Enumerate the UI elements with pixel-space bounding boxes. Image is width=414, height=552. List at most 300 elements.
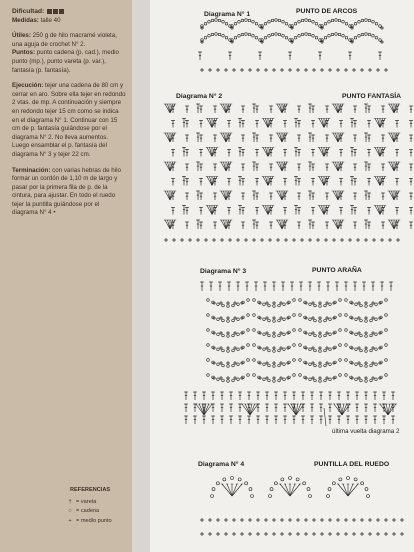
vareta-symbol <box>202 416 206 424</box>
medio-punto-symbol <box>350 316 354 320</box>
medio-punto-symbol <box>256 518 260 522</box>
references-legend <box>64 486 112 526</box>
vareta-symbol <box>364 416 368 424</box>
vareta-symbol <box>367 106 371 113</box>
vareta-symbol <box>256 416 260 424</box>
medio-punto-symbol <box>286 316 290 320</box>
fan-stitch-symbol <box>388 191 394 200</box>
medio-punto-symbol <box>328 518 332 522</box>
vareta-symbol <box>269 222 273 229</box>
cadena-symbol <box>361 482 364 485</box>
medio-punto-symbol <box>240 301 244 305</box>
fan-stitch-symbol <box>348 484 359 496</box>
cadena-symbol <box>278 319 281 322</box>
vareta-symbol <box>317 282 321 291</box>
medio-punto-symbol <box>232 532 236 536</box>
cadena-symbol <box>252 34 255 37</box>
vareta-symbol <box>326 282 330 291</box>
cadena-symbol <box>255 22 258 25</box>
cadena-symbol <box>354 22 357 25</box>
legend-row <box>64 498 112 508</box>
cadena-symbol <box>360 319 363 322</box>
medio-punto-symbol <box>332 331 336 335</box>
vareta-symbol <box>355 416 359 424</box>
fan-stitch-symbol <box>206 119 212 128</box>
cadena-symbol <box>293 344 296 347</box>
vareta-symbol <box>252 220 256 229</box>
legend-text: = vareta <box>76 498 97 505</box>
vareta-symbol <box>319 392 323 400</box>
medio-punto-symbol <box>212 316 216 320</box>
vareta-symbol <box>288 52 292 60</box>
medio-punto-symbol <box>220 238 224 242</box>
cadena-symbol <box>305 33 308 36</box>
medio-punto-symbol <box>240 376 244 380</box>
medio-punto-symbol <box>364 346 368 350</box>
cadena-symbol <box>370 304 373 307</box>
medio-punto-symbol <box>336 518 340 522</box>
medio-punto-symbol <box>356 238 360 242</box>
medio-punto-symbol <box>196 238 200 242</box>
fan-stitch-symbol <box>221 484 232 496</box>
puntos-label: Puntos: <box>12 49 36 57</box>
cadena-symbol <box>375 348 378 351</box>
vareta-symbol <box>274 404 278 412</box>
vareta-symbol <box>353 135 357 142</box>
vareta-symbol <box>227 150 231 157</box>
vareta-symbol <box>182 148 186 157</box>
fan-stitch-symbol <box>376 119 380 128</box>
vareta-symbol <box>255 164 259 171</box>
vareta-symbol <box>367 121 371 128</box>
vareta-symbol <box>199 106 203 113</box>
cadena-symbol <box>263 348 266 351</box>
vareta-symbol <box>185 193 189 200</box>
vareta-symbol <box>196 162 200 171</box>
vareta-symbol <box>297 121 301 128</box>
cadena-symbol <box>278 304 281 307</box>
cadena-symbol <box>324 304 327 307</box>
medio-punto-symbol <box>376 68 380 72</box>
vareta-symbol <box>213 106 217 113</box>
vareta-symbol <box>373 416 377 424</box>
vareta-symbol <box>228 52 232 60</box>
difficulty-row <box>12 8 126 17</box>
cadena-symbol <box>293 329 296 332</box>
medio-punto-symbol <box>248 518 252 522</box>
utiles-paragraph <box>12 32 126 49</box>
cadena-symbol <box>345 374 348 377</box>
vareta-symbol <box>209 282 213 291</box>
cadena-symbol <box>365 320 368 323</box>
fan-stitch-symbol <box>222 133 226 142</box>
vareta-symbol <box>238 177 242 186</box>
cadena-symbol <box>289 477 292 480</box>
cadena-symbol <box>237 318 240 321</box>
cadena-symbol <box>368 33 371 36</box>
medio-punto-symbol <box>212 331 216 335</box>
medio-punto-symbol <box>304 301 308 305</box>
vareta-symbol <box>255 150 259 157</box>
vareta-symbol <box>182 119 186 128</box>
fan-stitch-symbol <box>374 148 380 157</box>
cadena-symbol <box>270 488 273 491</box>
medio-punto-symbol <box>304 316 308 320</box>
cadena-symbol <box>268 34 271 37</box>
medio-punto-symbol <box>296 518 300 522</box>
fan-stitch-symbol <box>166 133 170 142</box>
cadena-symbol <box>234 22 237 25</box>
vareta-symbol <box>364 162 368 171</box>
vareta-symbol <box>213 222 217 229</box>
vareta-symbol <box>211 392 215 400</box>
cadena-symbol <box>339 329 342 332</box>
cadena-symbol <box>329 378 332 381</box>
note-pointer-line <box>324 408 326 426</box>
vareta-symbol <box>292 392 296 400</box>
vareta-symbol <box>294 206 298 215</box>
cadena-symbol <box>293 314 296 317</box>
cadena-symbol <box>278 19 281 22</box>
medio-punto-symbol <box>212 238 216 242</box>
cadena-symbol <box>222 20 225 23</box>
medio-punto-symbol <box>300 238 304 242</box>
vareta-symbol <box>229 404 233 412</box>
medio-punto-symbol <box>312 68 316 72</box>
medio-punto-symbol <box>204 238 208 242</box>
vareta-symbol <box>339 150 343 157</box>
medio-punto-symbol <box>284 238 288 242</box>
medio-punto-symbol <box>252 238 256 242</box>
medio-punto-symbol <box>304 331 308 335</box>
cadena-symbol <box>237 303 240 306</box>
medio-punto-symbol <box>258 331 262 335</box>
medio-punto-symbol <box>378 376 382 380</box>
medio-punto-symbol <box>216 532 220 536</box>
fan-stitch-symbol <box>334 191 338 200</box>
fan-stitch-symbol <box>262 206 268 215</box>
medio-punto-symbol <box>352 518 356 522</box>
vareta-symbol <box>337 416 341 424</box>
medio-punto-symbol <box>384 68 388 72</box>
vareta-symbol <box>308 220 312 229</box>
cadena-symbol <box>253 359 256 362</box>
vareta-symbol <box>283 150 287 157</box>
cadena-symbol <box>375 22 378 25</box>
fan-stitch-symbol <box>166 191 170 200</box>
cadena-symbol <box>274 482 277 485</box>
medio-punto-symbol <box>380 40 384 44</box>
fan-stitch-symbol <box>390 220 394 229</box>
cadena-symbol <box>247 374 250 377</box>
vareta-symbol <box>395 150 399 157</box>
vareta-symbol <box>364 392 368 400</box>
vareta-symbol <box>196 133 200 142</box>
fan-stitch-symbol <box>276 162 282 171</box>
vareta-symbol <box>297 164 301 171</box>
medio-punto-symbol <box>226 346 230 350</box>
vareta-symbol <box>238 119 242 128</box>
vareta-symbol <box>350 119 354 128</box>
cadena-symbol <box>278 334 281 337</box>
vareta-symbol <box>311 121 315 128</box>
cadena-symbol <box>370 379 373 382</box>
vareta-symbol <box>238 404 242 412</box>
medio-punto-symbol <box>364 316 368 320</box>
medio-punto-symbol <box>286 331 290 335</box>
diagram-4-chart <box>200 477 404 537</box>
medio-punto-symbol <box>208 532 212 536</box>
cadena-symbol <box>204 22 207 25</box>
diagram-1-subtitle: PUNTO DE ARCOS <box>296 8 358 15</box>
vareta-symbol <box>364 404 368 412</box>
vareta-symbol <box>301 392 305 400</box>
vareta-symbol <box>241 208 245 215</box>
cadena-symbol <box>354 478 357 481</box>
vareta-symbol <box>185 121 189 128</box>
vareta-symbol <box>238 392 242 400</box>
vareta-symbol <box>409 164 413 171</box>
cadena-symbol <box>227 380 230 383</box>
cadena-symbol <box>237 363 240 366</box>
vareta-symbol <box>353 222 357 229</box>
vareta-symbol <box>299 282 303 291</box>
medio-punto-symbol <box>296 532 300 536</box>
vareta-symbol <box>367 208 371 215</box>
cadena-symbol <box>232 334 235 337</box>
cadena-symbol <box>385 329 388 332</box>
fan-stitch-symbol <box>390 104 394 113</box>
medio-punto-symbol <box>316 238 320 242</box>
cadena-symbol <box>342 34 345 37</box>
cadena-symbol <box>222 334 225 337</box>
medio-punto-symbol <box>258 376 262 380</box>
medio-punto-symbol <box>378 316 382 320</box>
cadena-symbol <box>253 329 256 332</box>
vareta-symbol <box>274 416 278 424</box>
cadena-symbol <box>314 364 317 367</box>
cadena-symbol <box>247 344 250 347</box>
cadena-symbol <box>324 379 327 382</box>
cadena-symbol <box>273 320 276 323</box>
medio-punto-symbol <box>188 238 192 242</box>
cadena-symbol <box>324 349 327 352</box>
cadena-symbol <box>225 36 228 39</box>
vareta-symbol <box>335 282 339 291</box>
cadena-symbol <box>367 495 370 498</box>
vareta-symbol <box>353 208 357 215</box>
cadena-symbol <box>273 365 276 368</box>
vareta-symbol <box>294 148 298 157</box>
cadena-symbol <box>238 34 241 37</box>
vareta-symbol <box>241 222 245 229</box>
fan-stitch-symbol <box>164 220 170 229</box>
fan-stitch-symbol <box>206 206 212 215</box>
fan-stitch-symbol <box>320 119 324 128</box>
vareta-symbol <box>353 164 357 171</box>
vareta-symbol <box>185 150 189 157</box>
puntos-text: punto cadena (p. cad.), medio punto (mp.), punto vareta (p. var.), fantasía (p. fantasía). <box>12 49 119 74</box>
cadena-symbol <box>324 22 327 25</box>
cadena-symbol <box>238 20 241 23</box>
legend-row <box>64 517 112 527</box>
vareta-symbol <box>297 193 301 200</box>
vareta-symbol <box>254 282 258 291</box>
cadena-symbol <box>227 335 230 338</box>
medio-punto-symbol <box>286 361 290 365</box>
vareta-symbol <box>311 135 315 142</box>
cadena-symbol <box>329 363 332 366</box>
medio-punto-symbol <box>372 238 376 242</box>
cadena-symbol <box>365 350 368 353</box>
fan-stitch-symbol <box>318 119 324 128</box>
vareta-symbol <box>297 106 301 113</box>
cadena-symbol <box>319 365 322 368</box>
cadena-symbol <box>301 19 304 22</box>
vareta-symbol <box>255 121 259 128</box>
vareta-symbol <box>389 282 393 291</box>
medio-punto-symbol <box>280 518 284 522</box>
fan-stitch-symbol <box>276 104 282 113</box>
medio-punto-symbol <box>352 532 356 536</box>
vareta-symbol <box>319 416 323 424</box>
vareta-symbol <box>184 404 188 412</box>
cadena-symbol <box>328 488 331 491</box>
fan-stitch-symbol <box>164 162 170 171</box>
medio-punto-symbol <box>286 346 290 350</box>
vareta-symbol <box>409 222 413 229</box>
ejecucion-paragraph <box>12 82 126 159</box>
difficulty-square-icon <box>53 9 58 14</box>
measures-row <box>12 17 126 26</box>
cadena-symbol <box>375 318 378 321</box>
fan-stitch-symbol <box>264 119 268 128</box>
ejecucion-label: Ejecución: <box>12 82 44 90</box>
cadena-symbol <box>360 379 363 382</box>
cadena-symbol <box>268 319 271 322</box>
cadena-symbol <box>251 495 254 498</box>
cadena-symbol <box>339 478 342 481</box>
medio-punto-symbol <box>320 532 324 536</box>
cadena-symbol <box>294 22 297 25</box>
vareta-symbol <box>269 193 273 200</box>
cadena-symbol <box>269 495 272 498</box>
cadena-symbol <box>385 374 388 377</box>
vareta-symbol <box>381 135 385 142</box>
cadena-symbol <box>268 379 271 382</box>
medio-punto-symbol <box>208 68 212 72</box>
cadena-symbol <box>339 299 342 302</box>
cadena-symbol <box>385 314 388 317</box>
cadena-symbol <box>301 33 304 36</box>
fan-stitch-symbol <box>206 177 212 186</box>
cadena-symbol <box>247 299 250 302</box>
fan-stitch-symbol <box>388 162 394 171</box>
vareta-symbol <box>367 150 371 157</box>
cadena-symbol <box>207 374 210 377</box>
cadena-symbol <box>283 303 286 306</box>
medio-punto-symbol <box>240 361 244 365</box>
vareta-symbol <box>200 282 204 291</box>
medio-punto-symbol <box>318 361 322 365</box>
cadena-symbol <box>309 333 312 336</box>
fan-stitch-symbol <box>388 133 394 142</box>
fan-stitch-symbol <box>334 220 338 229</box>
medio-punto-symbol <box>312 532 316 536</box>
vareta-symbol <box>381 222 385 229</box>
cadena-symbol <box>358 34 361 37</box>
vareta-symbol <box>294 119 298 128</box>
cadena-symbol <box>247 329 250 332</box>
medio-punto-symbol <box>350 361 354 365</box>
fan-stitch-symbol <box>222 104 226 113</box>
vareta-symbol <box>328 416 332 424</box>
medio-punto-symbol <box>384 518 388 522</box>
cadena-symbol <box>347 477 350 480</box>
cadena-symbol <box>329 318 332 321</box>
fan-stitch-symbol <box>208 119 212 128</box>
vareta-symbol <box>373 392 377 400</box>
medio-punto-symbol <box>264 532 268 536</box>
vareta-symbol <box>350 206 354 215</box>
cadena-symbol <box>303 482 306 485</box>
cadena-symbol <box>355 333 358 336</box>
medio-punto-symbol <box>376 518 380 522</box>
cadena-symbol <box>328 20 331 23</box>
medio-punto-symbol <box>258 346 262 350</box>
fan-stitch-symbol <box>164 104 170 113</box>
vareta-symbol <box>310 392 314 400</box>
medio-punto-symbol <box>224 518 228 522</box>
cadena-symbol <box>299 344 302 347</box>
medio-punto-symbol <box>272 301 276 305</box>
cadena-symbol <box>299 359 302 362</box>
cadena-symbol <box>299 299 302 302</box>
cadena-symbol <box>329 333 332 336</box>
fan-stitch-symbol <box>208 206 212 215</box>
cadena-symbol <box>365 335 368 338</box>
cadena-symbol <box>355 363 358 366</box>
cadena-symbol <box>278 349 281 352</box>
medio-punto-symbol <box>364 376 368 380</box>
vareta-symbol <box>238 148 242 157</box>
vareta-symbol <box>355 392 359 400</box>
medio-punto-symbol <box>380 238 384 242</box>
vareta-symbol <box>185 106 189 113</box>
cadena-symbol <box>217 303 220 306</box>
medio-punto-symbol <box>318 376 322 380</box>
cadena-symbol <box>308 19 311 22</box>
medio-punto-symbol <box>318 316 322 320</box>
fan-stitch-symbol <box>332 220 338 229</box>
vareta-symbol <box>199 179 203 186</box>
cadena-symbol <box>324 364 327 367</box>
fan-stitch-symbol <box>166 162 170 171</box>
medio-punto-symbol <box>240 331 244 335</box>
fan-stitch-symbol <box>374 177 380 186</box>
vareta-symbol <box>371 282 375 291</box>
vareta-symbol <box>281 282 285 291</box>
vareta-symbol <box>380 282 384 291</box>
vareta-symbol <box>255 222 259 229</box>
fan-stitch-symbol <box>334 133 338 142</box>
cadena-symbol <box>227 350 230 353</box>
medio-punto-symbol <box>364 361 368 365</box>
vareta-symbol <box>328 392 332 400</box>
diagram-2-subtitle: PUNTO FANTASÍA <box>342 93 402 100</box>
vareta-symbol <box>255 179 259 186</box>
fan-stitch-symbol <box>222 162 226 171</box>
